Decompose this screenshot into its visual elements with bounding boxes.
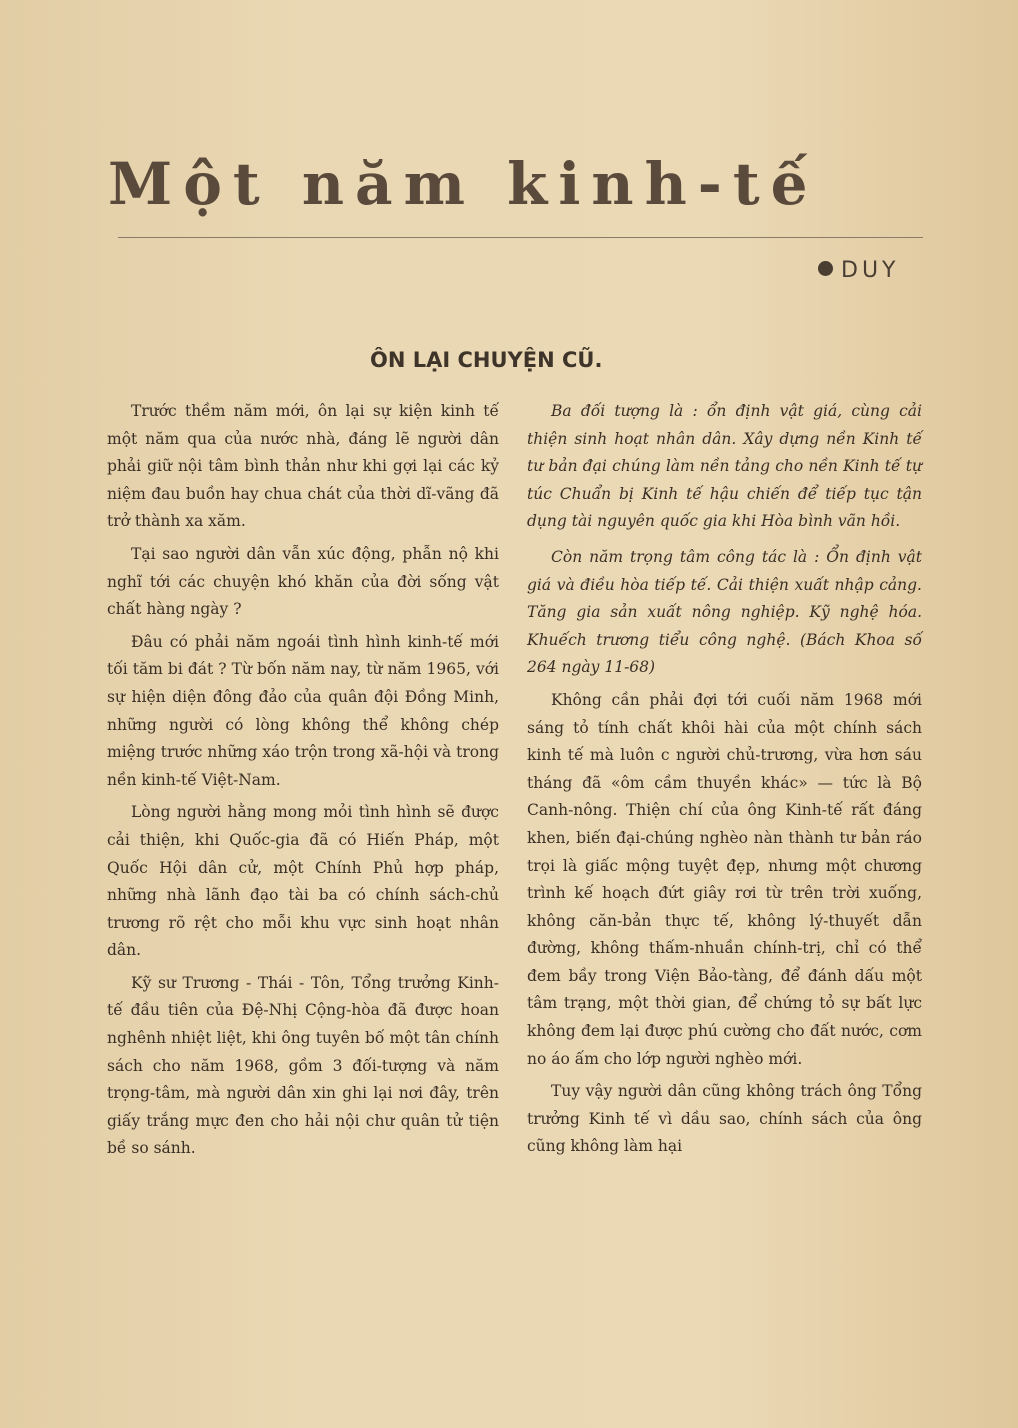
quoted-paragraph: Ba đối tượng là : ổn định vật giá, cùng cải thiện sinh hoạt nhân dân. Xây dựng nền Kinh tế tư bản đại chúng làm nền tảng cho nền Kinh tế tự túc Chuẩn bị Kinh tế hậu chiến để tiếp tục tận dụng tài nguyên quốc gia khi Hòa bình vãn hồi.	[527, 402, 922, 531]
section-heading: ÔN LẠI CHUYỆN CŨ.	[370, 348, 603, 372]
text-column-right	[527, 398, 922, 1166]
paragraph: Tuy vậy người dân cũng không trách ông Tổng trưởng Kinh tế vì dầu sao, chính sách của ông cũng không làm hại	[527, 1082, 922, 1156]
paragraph: Tại sao người dân vẫn xúc động, phẫn nộ khi nghĩ tới các chuyện khó khăn của đời sống vật chất hàng ngày ?	[107, 544, 499, 619]
bullet-icon	[818, 261, 833, 276]
text-column-left	[107, 398, 499, 1168]
paragraph: Không cần phải đợi tới cuối năm 1968 mới sáng tỏ tính chất khôi hài của một chính sách kinh tế mà luôn c người chủ-trương, vừa hơn sáu tháng đã «ôm cầm thuyền khác» — tức là Bộ Canh-nông. Thiện chí của ông Kinh-tế rất đáng khen, biến đại-chúng nghèo nàn thành tư bản ráo trọi là giấc mộng tuyệt đẹp, nhưng một chương trình kế hoạch đứt giây rơi từ trên trời xuống, không căn-bản thực tế, không lý-thuyết dẫn đường, không thấm-nhuần chính-trị, chỉ có thể đem bầy trong Viện Bảo-tàng, để đánh dấu một tâm trạng, một thời gian, để chứng tỏ sự bất lực không đem lại được phú cường cho đất nước, cơm no áo ấm cho lớp người nghèo mới.	[527, 690, 922, 1068]
title-rule	[118, 237, 923, 238]
paragraph: Đâu có phải năm ngoái tình hình kinh-tế mới tối tăm bi đát ? Từ bốn năm nay, từ năm 1965, với sự hiện diện đông đảo của quân đội Đồng Minh, những người có lòng không thể không chép miệng trước những xáo trộn trong xã-hội và trong nền kinh-tế Việt-Nam.	[107, 632, 499, 789]
paragraph: Lòng người hằng mong mỏi tình hình sẽ được cải thiện, khi Quốc-gia đã có Hiến Pháp, một Quốc Hội dân cử, một Chính Phủ hợp pháp, những nhà lãnh đạo tài ba có chính sách-chủ trương rõ rệt cho mỗi khu vực sinh hoạt nhân dân.	[107, 803, 499, 960]
paragraph: Trước thềm năm mới, ôn lại sự kiện kinh tế một năm qua của nước nhà, đáng lẽ người dân phải giữ nội tâm bình thản như khi gợi lại các kỷ niệm đau buồn hay chua chát của thời dĩ-vãng đã trở thành xa xăm.	[107, 402, 499, 531]
article-title: Một năm kinh-tế	[108, 150, 819, 218]
author-name: DUY	[841, 258, 900, 283]
quoted-paragraph: Còn năm trọng tâm công tác là : Ổn định vật giá và điều hòa tiếp tế. Cải thiện xuất nhập cảng. Tăng gia sản xuất nông nghiệp. Kỹ nghệ hóa. Khuếch trương tiểu công nghệ. (Bách Khoa số 264 ngày 11-68)	[527, 547, 922, 677]
author-byline	[818, 258, 930, 283]
paragraph: Kỹ sư Trương - Thái - Tôn, Tổng trưởng Kinh-tế đầu tiên của Đệ-Nhị Cộng-hòa đã được hoan nghênh nhiệt liệt, khi ông tuyên bố một tân chính sách cho năm 1968, gồm 3 đối-tượng và năm trọng-tâm, mà người dân xin ghi lại nơi đây, trên giấy trắng mực đen cho hải nội chư quân tử tiện bề so sánh.	[107, 973, 499, 1158]
